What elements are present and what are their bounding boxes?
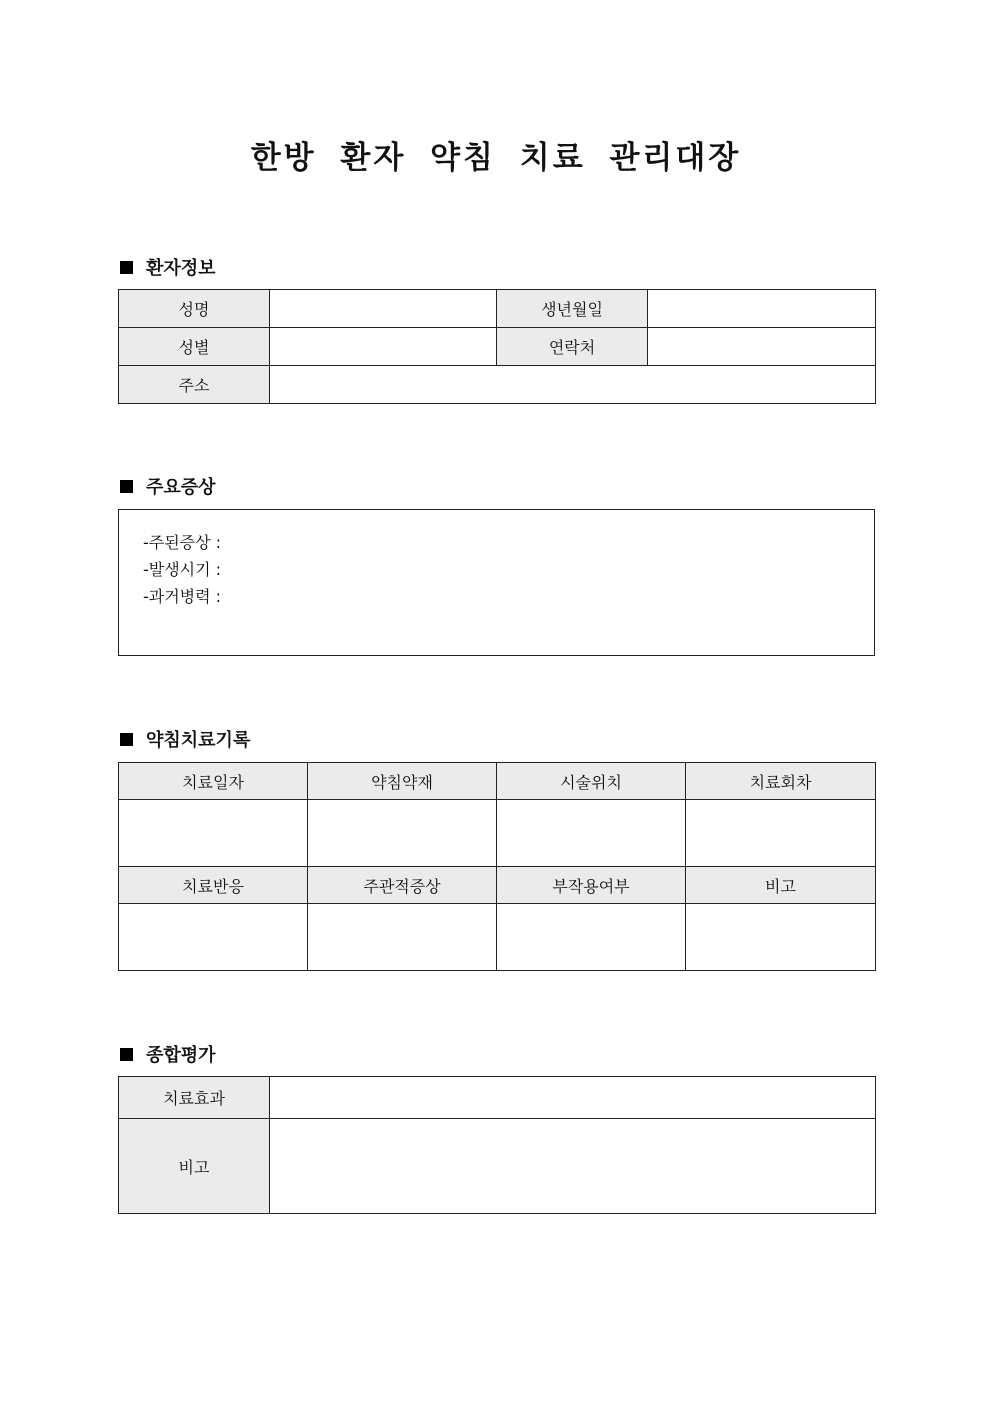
section-heading-patient-info	[118, 254, 216, 280]
patient-info-table	[118, 289, 876, 404]
subjective-symptom-header: 주관적증상	[308, 867, 497, 904]
sex-label: 성별	[119, 328, 270, 366]
onset-line: -발생시기 :	[143, 560, 222, 579]
name-field[interactable]	[270, 290, 497, 328]
evaluation-remarks-field[interactable]	[270, 1119, 876, 1214]
section-heading-label: 주요증상	[146, 477, 216, 498]
treatment-count-field[interactable]	[686, 800, 876, 867]
side-effect-header: 부작용여부	[497, 867, 686, 904]
treatment-date-header: 치료일자	[119, 763, 308, 800]
remarks-field[interactable]	[686, 904, 876, 971]
pharmacopuncture-herb-header: 약침약재	[308, 763, 497, 800]
contact-label: 연락처	[497, 328, 648, 366]
section-heading-evaluation	[118, 1041, 216, 1067]
subjective-symptom-field[interactable]	[308, 904, 497, 971]
section-heading-label: 약침치료기록	[146, 730, 251, 751]
treatment-site-field[interactable]	[497, 800, 686, 867]
square-bullet-icon	[120, 480, 133, 493]
birth-date-field[interactable]	[648, 290, 876, 328]
section-heading-label: 종합평가	[146, 1045, 216, 1066]
treatment-count-header: 치료회차	[686, 763, 876, 800]
contact-field[interactable]	[648, 328, 876, 366]
evaluation-table	[118, 1076, 876, 1214]
section-heading-label: 환자정보	[146, 258, 216, 279]
page-title: 한방 환자 약침 치료 관리대장	[250, 140, 742, 176]
square-bullet-icon	[120, 733, 133, 746]
remarks-header: 비고	[686, 867, 876, 904]
side-effect-field[interactable]	[497, 904, 686, 971]
symptoms-box[interactable]	[118, 509, 875, 656]
square-bullet-icon	[120, 261, 133, 274]
address-label: 주소	[119, 366, 270, 404]
section-heading-symptoms	[118, 473, 216, 499]
treatment-response-header: 치료반응	[119, 867, 308, 904]
section-heading-treatment-record	[118, 726, 250, 752]
evaluation-remarks-label: 비고	[119, 1119, 270, 1214]
main-symptom-line: -주된증상 :	[143, 533, 222, 552]
sex-field[interactable]	[270, 328, 497, 366]
treatment-effect-label: 치료효과	[119, 1077, 270, 1119]
treatment-response-field[interactable]	[119, 904, 308, 971]
name-label: 성명	[119, 290, 270, 328]
treatment-effect-field[interactable]	[270, 1077, 876, 1119]
pharmacopuncture-herb-field[interactable]	[308, 800, 497, 867]
treatment-record-table	[118, 762, 876, 971]
treatment-date-field[interactable]	[119, 800, 308, 867]
treatment-site-header: 시술위치	[497, 763, 686, 800]
address-field[interactable]	[270, 366, 876, 404]
history-line: -과거병력 :	[143, 587, 222, 606]
square-bullet-icon	[120, 1048, 133, 1061]
birth-date-label: 생년월일	[497, 290, 648, 328]
